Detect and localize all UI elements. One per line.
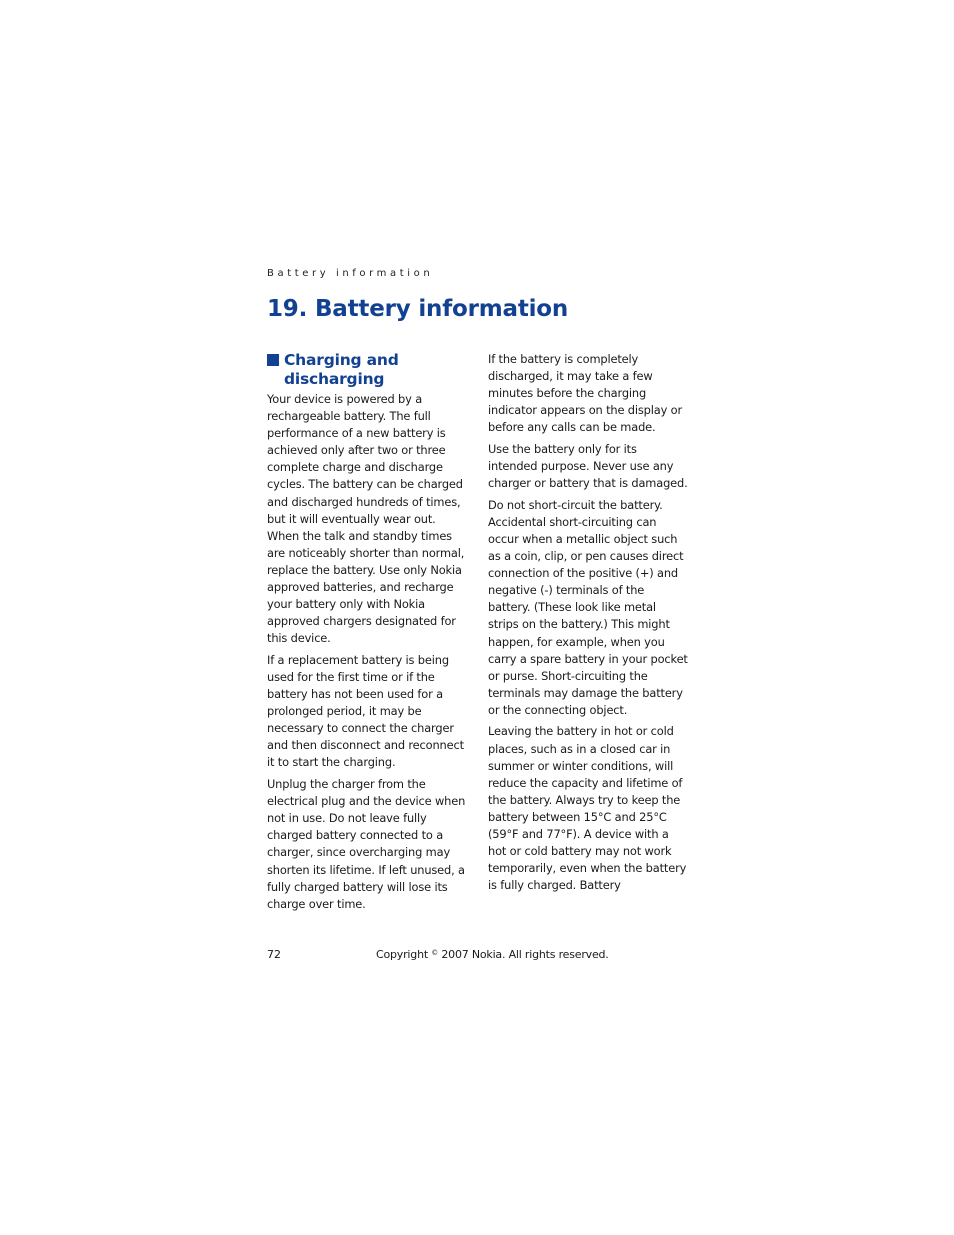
right-column: [488, 351, 688, 899]
paragraph: Use the battery only for its intended purpose. Never use any charger or battery that is damaged.: [488, 441, 688, 491]
paragraph: If a replacement battery is being used for the first time or if the battery has not been used for a prolonged period, it may be necessary to connect the charger and then disconnect and reconnect it to start the charging.: [267, 652, 464, 770]
section-heading: [267, 351, 467, 389]
page-number: 72: [267, 948, 281, 961]
copyright-symbol: ©: [431, 949, 439, 957]
running-header: Battery information: [267, 268, 434, 279]
paragraph: Leaving the battery in hot or cold places, such as in a closed car in summer or winter conditions, will reduce the capacity and lifetime of the battery. Always try to keep the battery between 15°C and 25°C (59°F and 77°F). A device with a hot or cold battery may not work temporarily, even when the battery is fully charged. Battery: [488, 724, 687, 893]
paragraph: Unplug the charger from the electrical plug and the device when not in use. Do not leave fully charged battery connected to a charger, since overcharging may shorten its lifetime. If left unused, a fully charged battery will lose its charge over time.: [267, 777, 466, 911]
paragraph: Your device is powered by a rechargeable battery. The full performance of a new battery is achieved only after two or three complete charge and discharge cycles. The battery can be charged and discharged hundreds of times, but it will eventually wear out. When the talk and standby times are noticeably shorter than normal, replace the battery. Use only Nokia approved batteries, and recharge your battery only with Nokia approved chargers designated for this device.: [267, 392, 465, 646]
copyright-suffix: 2007 Nokia. All rights reserved.: [441, 948, 609, 961]
left-column: [267, 351, 467, 917]
section-heading-text: Charging and discharging: [284, 351, 399, 388]
paragraph: If the battery is completely discharged, it may take a few minutes before the charging indicator appears on the display or before any calls can be made.: [488, 352, 683, 435]
chapter-title: 19. Battery information: [267, 296, 569, 322]
square-bullet-icon: [267, 354, 279, 366]
paragraph: Do not short-circuit the battery. Accidental short-circuiting can occur when a metallic object such as a coin, clip, or pen causes direct connection of the positive (+) and negative (-) terminals of the battery. (These look like metal strips on the battery.) This might happen, for example, when you carry a spare battery in your pocket or purse. Short-circuiting the terminals may damage the battery or the connecting object.: [488, 497, 688, 717]
copyright-notice: [376, 948, 609, 961]
copyright-prefix: Copyright: [376, 948, 428, 961]
